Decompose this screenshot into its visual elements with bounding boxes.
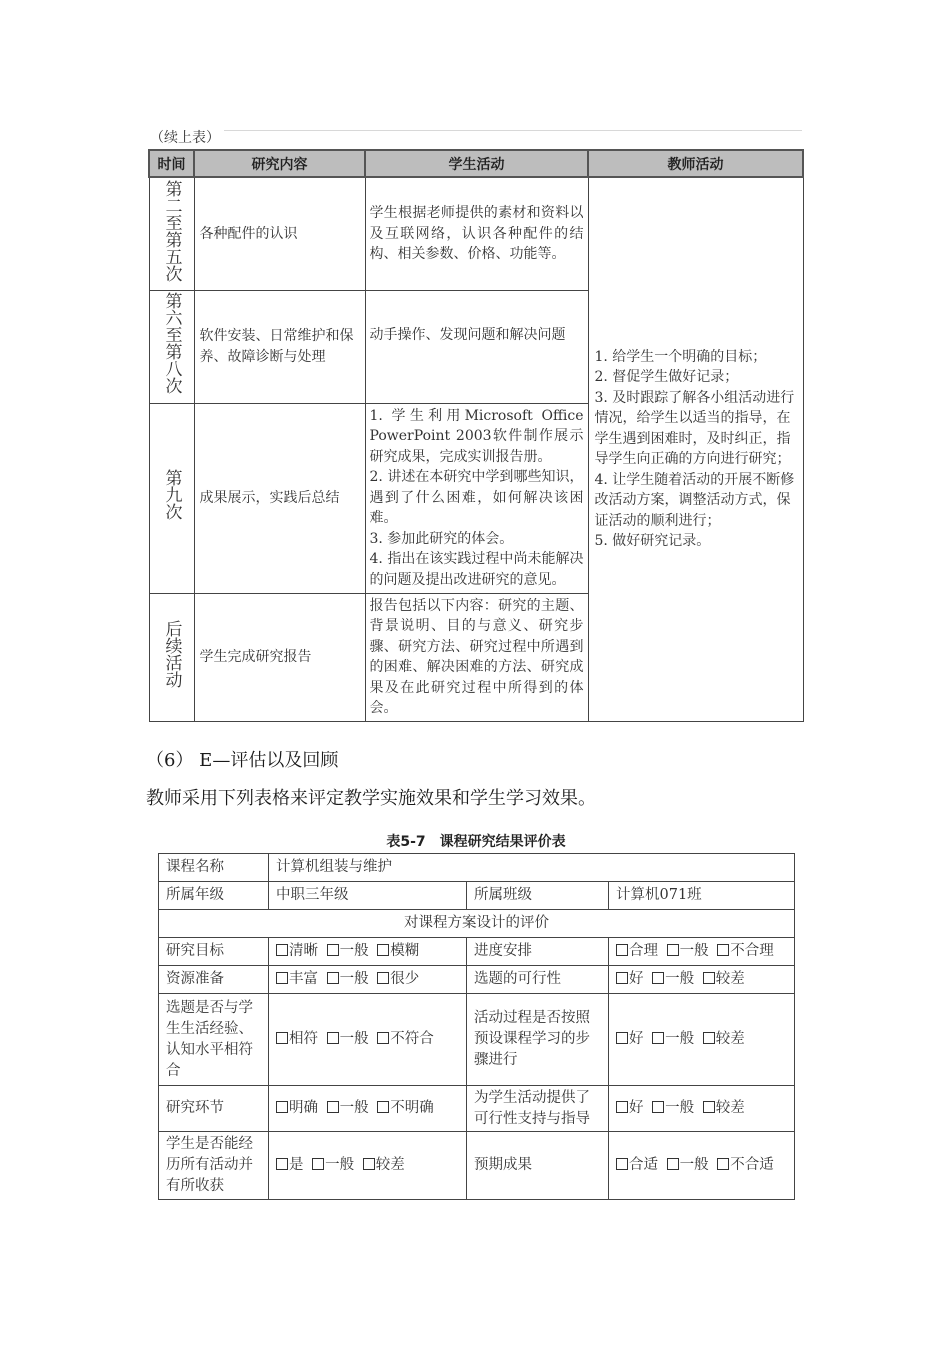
checkbox-icon[interactable] [276, 1032, 288, 1044]
checkbox-option[interactable]: 模糊 [377, 943, 419, 959]
header-teacher-activity: 教师活动 [588, 150, 803, 177]
row-content: 成果展示，实践后总结 [194, 403, 365, 593]
table-row [159, 994, 795, 1086]
row-content: 学生完成研究报告 [194, 593, 365, 721]
checkbox-option[interactable]: 较差 [703, 971, 745, 987]
criterion-label: 活动过程是否按照预设课程学习的步骤进行 [467, 994, 609, 1086]
checkbox-icon[interactable] [616, 1158, 628, 1170]
checkbox-option[interactable]: 一般 [327, 971, 369, 987]
criterion-label: 选题是否与学生生活经验、认知水平相符合 [159, 994, 269, 1086]
criterion-label: 进度安排 [467, 938, 609, 966]
checkbox-icon[interactable] [276, 1158, 288, 1170]
checkbox-icon[interactable] [377, 972, 389, 984]
table-row [159, 938, 795, 966]
checkbox-icon[interactable] [363, 1158, 375, 1170]
checkbox-option[interactable]: 明确 [276, 1100, 318, 1116]
criterion-label: 研究目标 [159, 938, 269, 966]
teacher-item: 5. 做好研究记录。 [594, 533, 711, 550]
checkbox-option[interactable]: 不合适 [717, 1157, 774, 1173]
checkbox-option[interactable]: 清晰 [276, 943, 318, 959]
checkbox-icon[interactable] [667, 1158, 679, 1170]
checkbox-icon[interactable] [327, 972, 339, 984]
checkbox-option[interactable]: 较差 [363, 1157, 405, 1173]
rating-options [609, 994, 795, 1086]
row-activity: 1. 学生利用Microsoft Office PowerPoint 2003软件制作展示研究成果，完成实训报告册。 2. 讲述在本研究中学到哪些知识，遇到了什么困难，如何解决该困难。 3. 参加此研究的体会。 4. 指出在该实践过程中尚未能解决的问题及提出改进研究的意见。 [365, 403, 588, 593]
checkbox-icon[interactable] [377, 1032, 389, 1044]
table-row [159, 882, 795, 910]
row-time: 第二至第五次 [161, 179, 182, 282]
criterion-label: 学生是否能经历所有活动并有所收获 [159, 1132, 269, 1200]
teacher-item: 2. 督促学生做好记录； [594, 369, 739, 386]
checkbox-option[interactable]: 一般 [667, 943, 709, 959]
checkbox-option[interactable]: 丰富 [276, 971, 318, 987]
checkbox-option[interactable]: 不明确 [377, 1100, 434, 1116]
checkbox-icon[interactable] [327, 1032, 339, 1044]
grade-value: 中职三年级 [269, 882, 467, 910]
checkbox-option[interactable]: 一般 [327, 1100, 369, 1116]
rating-options [269, 966, 467, 994]
activity-schedule-table [148, 149, 804, 722]
table-row [159, 854, 795, 882]
rating-options [609, 938, 795, 966]
checkbox-icon[interactable] [703, 1032, 715, 1044]
continuation-label: （续上表） [150, 127, 224, 147]
checkbox-icon[interactable] [616, 1032, 628, 1044]
checkbox-option[interactable]: 相符 [276, 1031, 318, 1047]
table-row [159, 966, 795, 994]
checkbox-icon[interactable] [652, 1101, 664, 1113]
checkbox-icon[interactable] [377, 1101, 389, 1113]
table-header-row [149, 150, 803, 177]
teacher-item: 3. 及时跟踪了解各小组活动进行情况，给学生以适当的指导，在学生遇到困难时，及时纠正，指导学生向正确的方向进行研究； [594, 389, 795, 468]
row-time: 第九次 [161, 469, 182, 521]
rating-options [269, 938, 467, 966]
row-time: 第六至第八次 [161, 292, 182, 395]
checkbox-option[interactable]: 好 [616, 1031, 644, 1047]
checkbox-option[interactable]: 较差 [703, 1031, 745, 1047]
intro-paragraph: 教师采用下列表格来评定教学实施效果和学生学习效果。 [146, 788, 596, 809]
checkbox-option[interactable]: 好 [616, 971, 644, 987]
course-name-value: 计算机组装与维护 [269, 854, 795, 882]
section-title: 对课程方案设计的评价 [159, 910, 795, 938]
checkbox-option[interactable]: 一般 [667, 1157, 709, 1173]
row-activity: 报告包括以下内容：研究的主题、背景说明、目的与意义、研究步骤、研究方法、研究过程中所遇到的困难、解决困难的方法、研究成果及在此研究过程中所得到的体会。 [365, 593, 588, 721]
row-content: 各种配件的认识 [194, 177, 365, 290]
checkbox-option[interactable]: 合适 [616, 1157, 658, 1173]
rating-options [609, 966, 795, 994]
header-student-activity: 学生活动 [365, 150, 588, 177]
criterion-label: 选题的可行性 [467, 966, 609, 994]
checkbox-icon[interactable] [276, 944, 288, 956]
checkbox-option[interactable]: 一般 [327, 1031, 369, 1047]
checkbox-icon[interactable] [652, 1032, 664, 1044]
checkbox-icon[interactable] [652, 972, 664, 984]
checkbox-icon[interactable] [377, 944, 389, 956]
checkbox-icon[interactable] [327, 1101, 339, 1113]
table-row [149, 177, 803, 290]
teacher-item: 1. 给学生一个明确的目标； [594, 348, 767, 365]
teacher-item: 4. 让学生随着活动的开展不断修改活动方案，调整活动方式，保证活动的顺利进行； [594, 471, 795, 529]
rating-options [269, 1132, 467, 1200]
checkbox-option[interactable]: 一般 [652, 971, 694, 987]
table-row [159, 1086, 795, 1132]
table-row [159, 910, 795, 938]
checkbox-icon[interactable] [703, 1101, 715, 1113]
checkbox-option[interactable]: 一般 [652, 1031, 694, 1047]
rating-options [609, 1132, 795, 1200]
rating-options [269, 994, 467, 1086]
checkbox-option[interactable]: 好 [616, 1100, 644, 1116]
checkbox-option[interactable]: 一般 [652, 1100, 694, 1116]
checkbox-option[interactable]: 一般 [312, 1157, 354, 1173]
criterion-label: 为学生活动提供了可行性支持与指导 [467, 1086, 609, 1132]
row-activity: 学生根据老师提供的素材和资料以及互联网络，认识各种配件的结构、相关参数、价格、功能等。 [365, 177, 588, 290]
checkbox-icon[interactable] [327, 944, 339, 956]
checkbox-option[interactable]: 合理 [616, 943, 658, 959]
checkbox-option[interactable]: 不符合 [377, 1031, 434, 1047]
checkbox-icon[interactable] [276, 1101, 288, 1113]
checkbox-icon[interactable] [276, 972, 288, 984]
criterion-label: 研究环节 [159, 1086, 269, 1132]
table-caption: 表5-7 课程研究结果评价表 [386, 834, 566, 850]
checkbox-icon[interactable] [616, 1101, 628, 1113]
row-content: 软件安装、日常维护和保养、故障诊断与处理 [194, 290, 365, 403]
rating-options [269, 1086, 467, 1132]
checkbox-icon[interactable] [717, 1158, 729, 1170]
row-time: 后续活动 [161, 619, 182, 688]
checkbox-option[interactable]: 较差 [703, 1100, 745, 1116]
row-activity: 动手操作、发现问题和解决问题 [365, 290, 588, 403]
checkbox-option[interactable]: 很少 [377, 971, 419, 987]
checkbox-icon[interactable] [667, 944, 679, 956]
table-row [159, 1132, 795, 1200]
checkbox-option[interactable]: 不合理 [717, 943, 774, 959]
header-time: 时间 [149, 150, 194, 177]
grade-label: 所属年级 [159, 882, 269, 910]
criterion-label: 资源准备 [159, 966, 269, 994]
checkbox-icon[interactable] [616, 972, 628, 984]
checkbox-option[interactable]: 一般 [327, 943, 369, 959]
header-content: 研究内容 [194, 150, 365, 177]
checkbox-icon[interactable] [703, 972, 715, 984]
checkbox-icon[interactable] [616, 944, 628, 956]
checkbox-option[interactable]: 是 [276, 1157, 304, 1173]
rating-options [609, 1086, 795, 1132]
checkbox-icon[interactable] [717, 944, 729, 956]
class-label: 所属班级 [467, 882, 609, 910]
class-value: 计算机071班 [609, 882, 795, 910]
teacher-activity-cell [588, 177, 803, 721]
evaluation-table [158, 853, 795, 1200]
criterion-label: 预期成果 [467, 1132, 609, 1200]
course-name-label: 课程名称 [159, 854, 269, 882]
checkbox-icon[interactable] [312, 1158, 324, 1170]
section-heading: （6） E—评估以及回顾 [146, 750, 339, 771]
top-rule [150, 130, 802, 131]
